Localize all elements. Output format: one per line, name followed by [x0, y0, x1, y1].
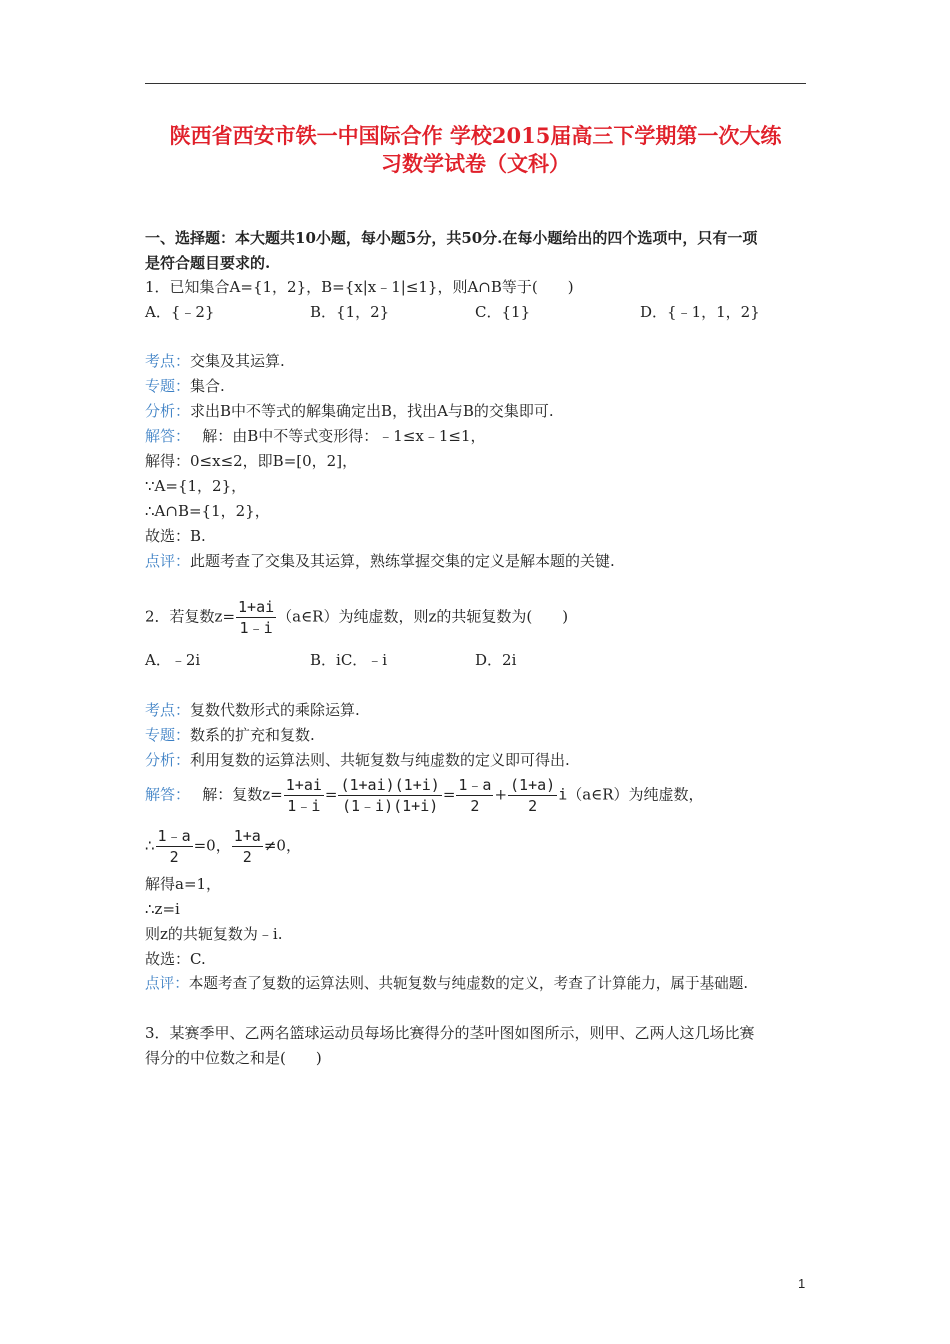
section-heading-line2: 是符合题目要求的.: [145, 254, 271, 272]
q2-step-2: ∴z=i: [145, 900, 180, 918]
q2-g2-num: 1+a: [233, 827, 261, 845]
q1-fenxi-text: 求出B中不等式的解集确定出B，找出A与B的交集即可.: [190, 402, 554, 420]
q2-dianping-text: 本题考查了复数的运算法则、共轭复数与纯虚数的定义，考查了计算能力，属于基础题.: [188, 975, 749, 992]
q2-dianping-label: 点评：: [145, 975, 189, 992]
q2-g2-den: 2: [242, 848, 252, 866]
q1-dianping-label: 点评：: [145, 552, 191, 570]
q1-kaodian-text: 交集及其运算.: [190, 352, 285, 370]
q2-stem-frac-num: 1+ai: [238, 598, 275, 616]
q2-f3-den: 2: [470, 797, 480, 815]
q2-cond-frac-2: [232, 827, 263, 866]
q1-step-1: 解得：0≤x≤2，即B=[0，2]，: [145, 452, 358, 470]
q2-step-1: 解得a=1，: [145, 875, 222, 893]
q2-stem-fraction: [236, 598, 276, 637]
q2-option-a: A．﹣2i: [145, 651, 201, 669]
section-heading-line1: 一、选择题：本大题共10小题，每小题5分，共50分.在每小题给出的四个选项中，只有一项: [145, 229, 758, 247]
q1-option-a: A．{﹣2}: [145, 303, 215, 321]
q1-dianping-text: 此题考查了交集及其运算，熟练掌握交集的定义是解本题的关键.: [190, 552, 615, 570]
q2-jieda-prefix: 解：复数z=: [182, 785, 283, 804]
q1-option-b: B．{1，2}: [310, 303, 390, 321]
q2-g1-num: 1﹣a: [157, 827, 191, 845]
paper-title-line2: 习数学试卷（文科）: [381, 151, 570, 176]
q2-kaodian: [145, 700, 360, 720]
q1-option-c: C．{1}: [475, 303, 531, 321]
q2-fenxi-text: 利用复数的运算法则、共轭复数与纯虚数的定义即可得出.: [190, 751, 570, 769]
q2-jieda-frac-2: [338, 776, 441, 815]
q2-option-d: D．2i: [475, 651, 517, 669]
q2-therefore: ∴: [145, 836, 155, 855]
q2-stem: [145, 598, 568, 637]
q1-zhuanti: [145, 376, 225, 396]
page-number: 1: [798, 1276, 806, 1291]
q1-zhuanti-label: 专题：: [145, 377, 191, 395]
q3-stem-line2: 得分的中位数之和是( ): [145, 1049, 322, 1067]
q2-zhuanti: [145, 725, 315, 745]
q2-kaodian-label: 考点：: [145, 701, 191, 719]
q2-zhuanti-label: 专题：: [145, 726, 191, 744]
q2-jieda: 解答： 解：复数z= $\frac{1+ai}{1﹣i}$ = $\frac{(1+ai)(1+i)}{(1﹣i)(1+i)}$ = $\frac{1﹣a}{2}$ + $\frac{(1+a)}{2}$ i（a∈R）为纯虚数，: [145, 776, 704, 815]
q1-option-d: D．{﹣1，1，2}: [640, 303, 760, 321]
q3-stem-line1: 3．某赛季甲、乙两名篮球运动员每场比赛得分的茎叶图如图所示，则甲、乙两人这几场比赛: [145, 1024, 755, 1042]
q2-stem-frac-den: 1﹣i: [239, 619, 273, 637]
q2-f1-num: 1+ai: [285, 776, 322, 794]
q2-f4-den: 2: [528, 797, 538, 815]
q2-jieda-frac-3: [456, 776, 493, 815]
q2-f1-den: 1﹣i: [287, 797, 321, 815]
q2-f2-num: (1+ai)(1+i): [340, 776, 440, 794]
q2-kaodian-text: 复数代数形式的乘除运算.: [190, 701, 360, 719]
q2-jieda-label: 解答：: [145, 785, 183, 804]
q2-option-bc: B．iC．﹣i: [310, 651, 388, 669]
q1-step-3: ∴A∩B={1，2}，: [145, 502, 270, 520]
q2-stem-prefix: 2．若复数z=: [145, 607, 236, 626]
q2-f2-den: (1﹣i)(1+i): [342, 797, 439, 815]
q1-kaodian-label: 考点：: [145, 352, 191, 370]
q1-kaodian: [145, 351, 285, 371]
q1-fenxi-label: 分析：: [145, 402, 191, 420]
q2-fenxi-label: 分析：: [145, 751, 191, 769]
q1-jieda: [145, 426, 486, 446]
q1-fenxi: [145, 401, 554, 421]
q1-zhuanti-text: 集合.: [190, 377, 225, 395]
q1-step-2: ∵A={1，2}，: [145, 477, 247, 495]
q2-g1-den: 2: [169, 848, 179, 866]
q2-g2-tail: ≠0，: [263, 836, 301, 855]
q1-jieda-label: 解答：: [145, 427, 183, 445]
paper-title-line1: 陕西省西安市铁一中国际合作 学校2015届高三下学期第一次大练: [169, 123, 782, 148]
q1-step-4: 故选：B.: [145, 527, 206, 545]
q2-jieda-frac-1: [284, 776, 324, 815]
q2-fenxi: [145, 750, 570, 770]
q1-jieda-text: 解：由B中不等式变形得：﹣1≤x﹣1≤1，: [182, 427, 486, 445]
q2-dianping: [145, 974, 748, 994]
q2-f3-num: 1﹣a: [458, 776, 492, 794]
q2-jieda-suffix: （a∈R）为纯虚数，: [567, 785, 704, 804]
q1-dianping: [145, 551, 615, 571]
q2-step-3: 则z的共轭复数为﹣i.: [145, 925, 283, 943]
q2-step-4: 故选：C.: [145, 950, 206, 968]
q2-condition: [145, 827, 301, 866]
q2-g1-tail: =0，: [193, 836, 231, 855]
q2-f4-num: (1+a): [510, 776, 556, 794]
q2-zhuanti-text: 数系的扩充和复数.: [190, 726, 315, 744]
q2-jieda-frac-4: [508, 776, 557, 815]
q2-stem-suffix: （a∈R）为纯虚数，则z的共轭复数为( ): [277, 607, 569, 626]
q2-cond-frac-1: [156, 827, 193, 866]
q1-stem: 1．已知集合A={1，2}，B={x|x﹣1|≤1}，则A∩B等于( ): [145, 278, 574, 296]
header-rule: [145, 83, 806, 84]
